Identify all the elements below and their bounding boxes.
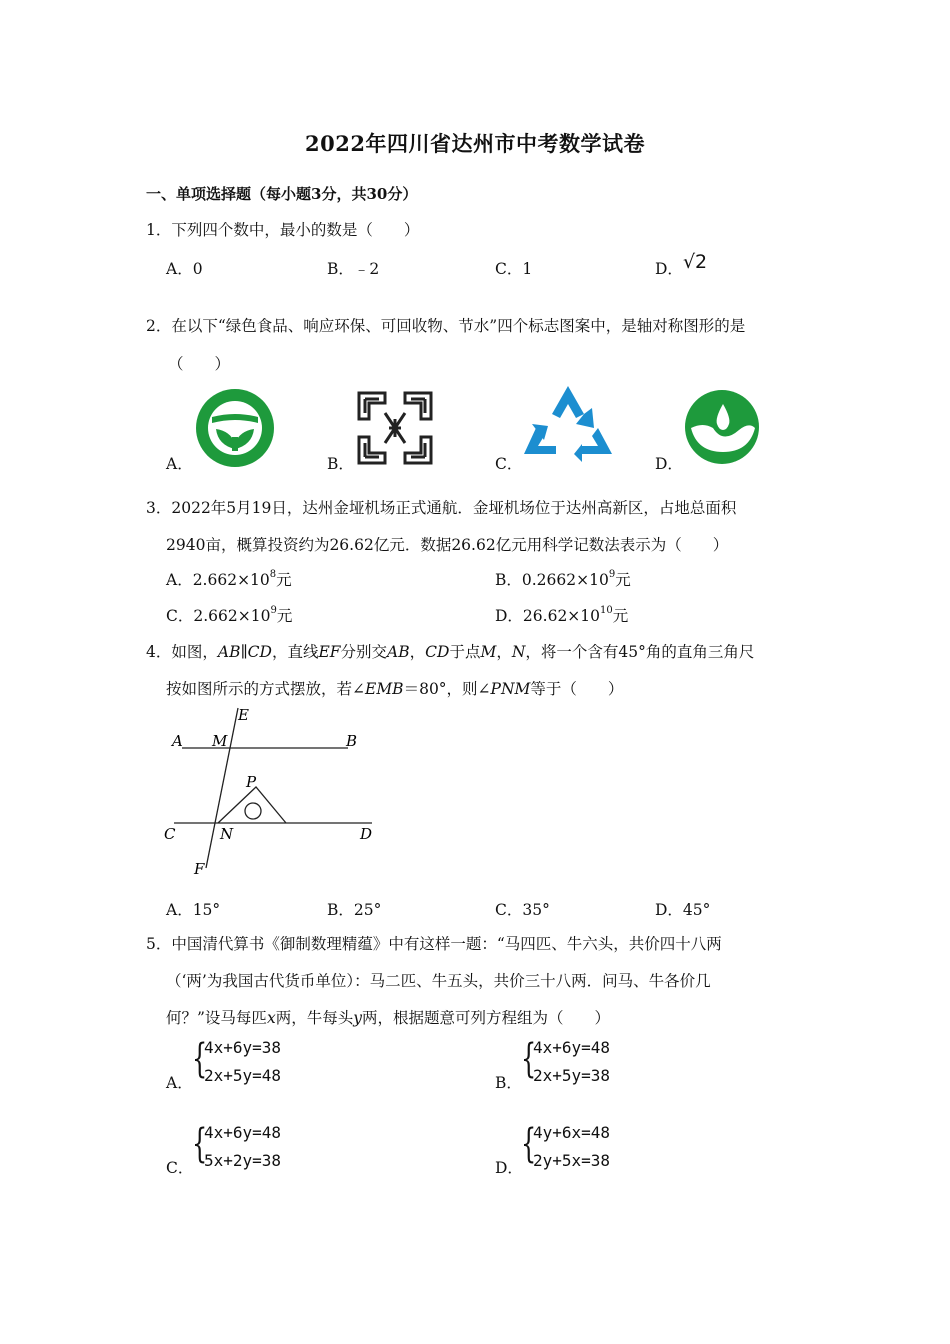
label-m: M <box>212 732 228 750</box>
sqrt2-expression: √2 <box>682 251 708 273</box>
q4-emb: EMB <box>365 680 404 698</box>
label-a: A <box>172 732 183 750</box>
q3-a-unit: 元 <box>276 571 292 589</box>
label-f: F <box>194 860 205 878</box>
label-c: C <box>164 825 176 843</box>
equation: 2x+5y=48 <box>204 1066 282 1085</box>
q1-option-c: C．1 <box>495 260 533 278</box>
q3-c-base: C．2.662×10 <box>166 607 271 625</box>
q4-pnm: PNM <box>490 680 531 698</box>
label-e: E <box>238 706 249 724</box>
q4-text: 按如图所示的方式摆放，若∠ <box>166 680 365 698</box>
q5-stem-line1: 5．中国清代算书《御制数理精蕴》中有这样一题：“马四匹、牛六头，共价四十八两 <box>146 935 722 953</box>
q3-d-unit: 元 <box>612 607 629 625</box>
q3-b-exponent: 9 <box>608 568 616 580</box>
q4-text: 分别交 <box>340 643 388 661</box>
q4-text: 等于（ ） <box>530 680 624 698</box>
q5-option-c-label: C． <box>166 1159 194 1177</box>
equation: 4x+6y=48 <box>533 1038 611 1057</box>
q4-ab: AB <box>387 643 410 661</box>
equation: 5x+2y=38 <box>204 1151 282 1170</box>
q4-cd: CD <box>425 643 450 661</box>
q4-text: ，将一个含有45°角的直角三角尺 <box>525 643 755 661</box>
q3-option-d <box>495 604 628 626</box>
q4-option-a: A．15° <box>166 901 221 919</box>
q4-ab: AB <box>217 643 241 661</box>
q1-option-b: B．﹣2 <box>327 260 380 278</box>
equation: 4y+6x=48 <box>533 1123 611 1142</box>
page-title: 2022年四川省达州市中考数学试卷 <box>305 131 645 156</box>
q1-option-a: A．0 <box>166 260 203 278</box>
q5-text: 两，牛每头 <box>275 1009 354 1027</box>
q1-option-d-label: D． <box>655 260 683 278</box>
q4-stem-line2 <box>166 677 623 699</box>
section-heading: 一、单项选择题（每小题3分，共30分） <box>146 185 418 203</box>
q3-option-c <box>166 604 292 626</box>
q4-cd: CD <box>247 643 272 661</box>
q2-option-a: A． <box>166 455 193 473</box>
q4-m: M <box>480 643 497 661</box>
equation: 4x+6y=48 <box>204 1123 282 1142</box>
q4-ef: EF <box>318 643 341 661</box>
q4-stem-line1 <box>146 640 754 662</box>
q3-d-base: D．26.62×10 <box>495 607 601 625</box>
q4-option-b: B．25° <box>327 901 382 919</box>
geometry-figure <box>160 702 390 884</box>
q4-text: ，直线 <box>271 643 319 661</box>
q5-text: 何？”设马每匹 <box>166 1009 267 1027</box>
q4-text: 4．如图， <box>146 643 218 661</box>
brace: { <box>521 1121 537 1167</box>
q5-option-a-label: A． <box>166 1074 193 1092</box>
q5-text: 两，根据题意可列方程组为（ ） <box>361 1009 610 1027</box>
q5-var-y: y <box>353 1009 362 1027</box>
q5-stem-line3 <box>166 1006 610 1028</box>
green-food-logo <box>194 387 276 469</box>
brace: { <box>521 1036 537 1082</box>
label-n: N <box>220 825 234 843</box>
label-d: D <box>360 825 373 843</box>
q4-text: ＝80°，则∠ <box>403 680 491 698</box>
q4-n: N <box>511 643 526 661</box>
environmental-response-logo <box>355 389 435 467</box>
q5-option-d-label: D． <box>495 1159 523 1177</box>
equation: 2x+5y=38 <box>533 1066 611 1085</box>
q4-option-d: D．45° <box>655 901 711 919</box>
q3-c-exponent: 9 <box>270 604 277 616</box>
q3-option-a <box>166 568 292 590</box>
label-p: P <box>246 773 257 791</box>
q2-option-d: D． <box>655 455 683 473</box>
q3-option-b <box>495 568 631 590</box>
q2-option-c: C． <box>495 455 523 473</box>
equation: 4x+6y=38 <box>204 1038 282 1057</box>
q1-option-d <box>655 251 708 279</box>
q3-d-exponent: 10 <box>600 604 613 616</box>
q4-parallel-symbol: ∥ <box>240 643 248 661</box>
q4-text: ， <box>409 643 426 661</box>
q3-stem-line1: 3．2022年5月19日，达州金垭机场正式通航．金垭机场位于达州高新区，占地总面积 <box>146 499 737 517</box>
q4-text: ， <box>496 643 512 661</box>
recycle-logo <box>522 384 614 464</box>
q2-stem-paren: （ ） <box>168 355 231 373</box>
equation: 2y+5x=38 <box>533 1151 611 1170</box>
set-square-hole <box>245 803 261 819</box>
q2-stem: 2．在以下“绿色食品、响应环保、可回收物、节水”四个标志图案中，是轴对称图形的是 <box>146 317 746 335</box>
q5-option-b-label: B． <box>495 1074 522 1092</box>
q2-option-b: B． <box>327 455 354 473</box>
brace: { <box>192 1121 208 1167</box>
q3-b-base: B．0.2662×10 <box>495 571 609 589</box>
water-saving-logo <box>683 388 761 466</box>
q3-a-base: A．2.662×10 <box>166 571 270 589</box>
q3-stem-line2: 2940亩，概算投资约为26.62亿元．数据26.62亿元用科学记数法表示为（ ） <box>166 536 729 554</box>
q3-c-unit: 元 <box>276 607 293 625</box>
brace: { <box>192 1036 208 1082</box>
q3-b-unit: 元 <box>615 571 631 589</box>
q4-text: 于点 <box>449 643 481 661</box>
q3-a-exponent: 8 <box>269 568 277 580</box>
label-b: B <box>346 732 358 750</box>
q1-stem: 1．下列四个数中，最小的数是（ ） <box>146 221 420 239</box>
set-square <box>218 787 286 823</box>
q4-option-c: C．35° <box>495 901 550 919</box>
q5-stem-line2: （‘两’为我国古代货币单位）：马二匹、牛五头，共价三十八两．问马、牛各价几 <box>166 972 711 990</box>
q5-var-x: x <box>266 1009 276 1027</box>
